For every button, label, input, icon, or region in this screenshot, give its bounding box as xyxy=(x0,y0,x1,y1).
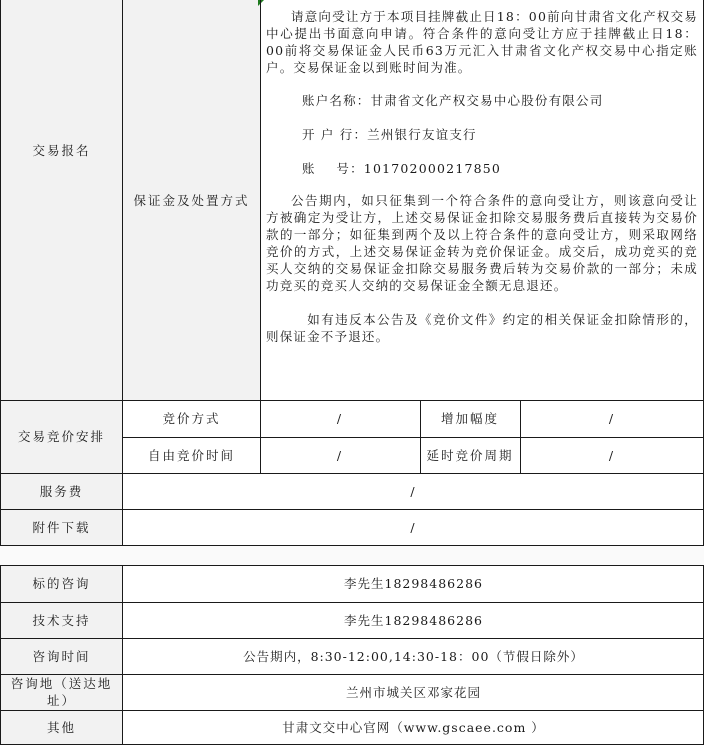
account-name: 账户名称：甘肃省文化产权交易中心股份有限公司 xyxy=(302,93,604,108)
registration-label: 交易报名 xyxy=(32,142,91,158)
deposit-intro: 请意向受让方于本项目挂牌截止日18：00前向甘肃省文化产权交易中心提出书面意向申请。符合条件的意向受让方应于挂牌截止日18：00前将交易保证金人民币63万元汇入甘肃省文化产权交易中心指定账户。交易保证金以到账时间为准。 xyxy=(266,9,698,75)
subject-inquiry-label: 标的咨询 xyxy=(32,576,91,591)
account-number: 账 号：101702000217850 xyxy=(302,161,502,176)
address-label: 咨询地（送达地址） xyxy=(10,676,113,708)
bidding-label: 交易竞价安排 xyxy=(17,429,105,444)
forfeit-rule: 如有违反本公告及《竞价文件》约定的相关保证金扣除情形的，则保证金不予退还。 xyxy=(266,312,698,344)
deposit-description xyxy=(266,8,698,345)
deposit-rules: 公告期内，如只征集到一个符合条件的意向受让方，则该意向受让方被确定为受让方，上述交易保证金扣除交易服务费后直接转为交易价款的一部分；如征集到两个及以上符合条件的意向受让方，则采取网络竞价的方式，上述交易保证金转为竞价保证金。成交后，成功竞买的竞买人交纳的交易保证金扣除交易服务费后转为交易价款的一部分；未成功竞买的竞买人交纳的交易保证金全额无息退还。 xyxy=(266,193,698,293)
attachments-label: 附件下载 xyxy=(32,519,91,535)
delay-period-value: / xyxy=(608,447,616,463)
attachments-value[interactable]: / xyxy=(410,519,417,535)
subject-inquiry-value: 李先生18298486286 xyxy=(344,576,483,591)
free-bid-time-value: / xyxy=(336,447,344,463)
bid-method-value: / xyxy=(336,411,344,426)
increment-label: 增加幅度 xyxy=(440,411,499,426)
deposit-label: 保证金及处置方式 xyxy=(133,192,250,208)
increment-value: / xyxy=(608,411,616,426)
free-bid-time-label: 自由竞价时间 xyxy=(147,447,235,463)
tech-support-value: 李先生18298486286 xyxy=(344,612,483,628)
bank-name: 开 户 行：兰州银行友谊支行 xyxy=(302,127,477,142)
address-value: 兰州市城关区邓家花园 xyxy=(345,684,481,700)
bid-method-label: 竞价方式 xyxy=(162,411,221,426)
service-fee-label: 服务费 xyxy=(39,483,84,499)
inquiry-hours-value: 公告期内，8:30-12:00,14:30-18：00（节假日除外） xyxy=(243,648,584,664)
tech-support-label: 技术支持 xyxy=(32,612,91,628)
delay-period-label: 延时竞价周期 xyxy=(426,447,514,463)
other-label: 其他 xyxy=(46,720,76,735)
official-site-link[interactable]: 甘肃文交中心官网（www.gscaee.com ） xyxy=(282,720,545,735)
inquiry-hours-label: 咨询时间 xyxy=(32,648,91,664)
service-fee-value: / xyxy=(410,483,417,499)
